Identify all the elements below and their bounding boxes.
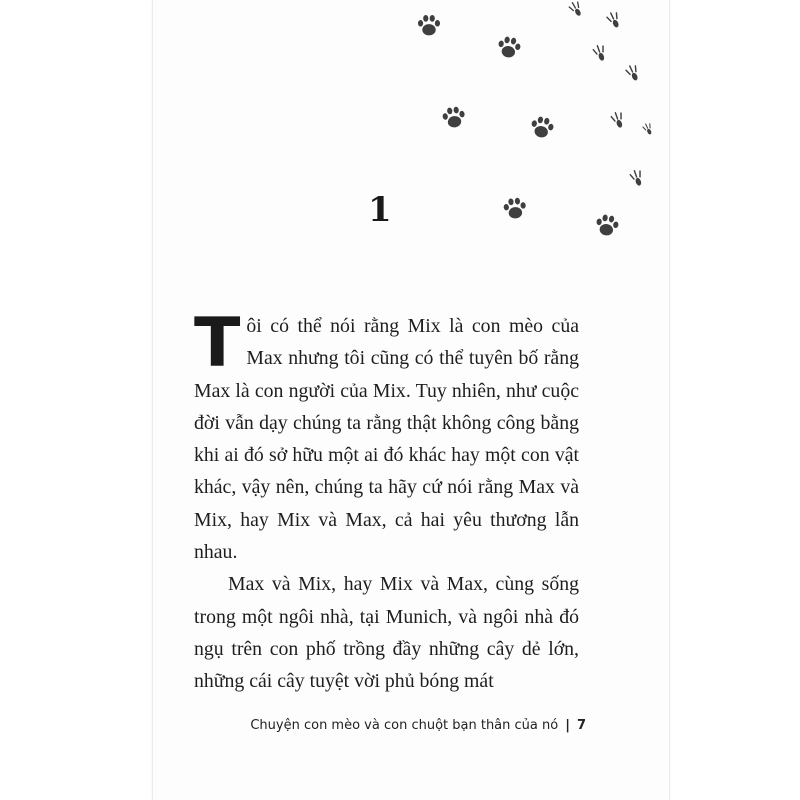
page-number: 7 (576, 718, 586, 733)
cat-paw-icon (501, 195, 530, 224)
paragraph (194, 304, 579, 568)
paragraph: Max và Mix, hay Mix và Max, cùng sống trong một ngôi nhà, tại Munich, và ngôi nhà đó ngụ trên con phố trồng đầy những cây dẻ lớn, những cái cây tuyệt vời phủ bóng mát (194, 573, 579, 693)
chapter-number: 1 (368, 190, 392, 230)
cat-paw-icon (527, 113, 558, 144)
drop-cap: T (194, 304, 241, 383)
running-title: Chuyện con mèo và con chuột bạn thân của nó (250, 718, 559, 733)
page-footer (250, 718, 586, 733)
chapter-body (194, 304, 579, 698)
paragraph-text: ôi có thể nói rằng Mix là con mèo của Max nhưng tôi cũng có thể tuyên bố rằng Max là con người của Mix. Tuy nhiên, như cuộc đời vẫn dạy chúng ta rằng thật không công bằng khi ai đó sở hữu một ai đó khác hay một con vật khác, vậy nên, chúng ta hãy cứ nói rằng Max và Mix, hay Mix và Max, cả hai yêu thương lẫn nhau. (194, 315, 579, 564)
cat-paw-icon (592, 211, 622, 241)
footer-separator: | (565, 718, 570, 733)
cat-paw-icon (439, 103, 468, 132)
cat-paw-icon (494, 33, 524, 63)
cat-paw-icon (416, 13, 442, 39)
